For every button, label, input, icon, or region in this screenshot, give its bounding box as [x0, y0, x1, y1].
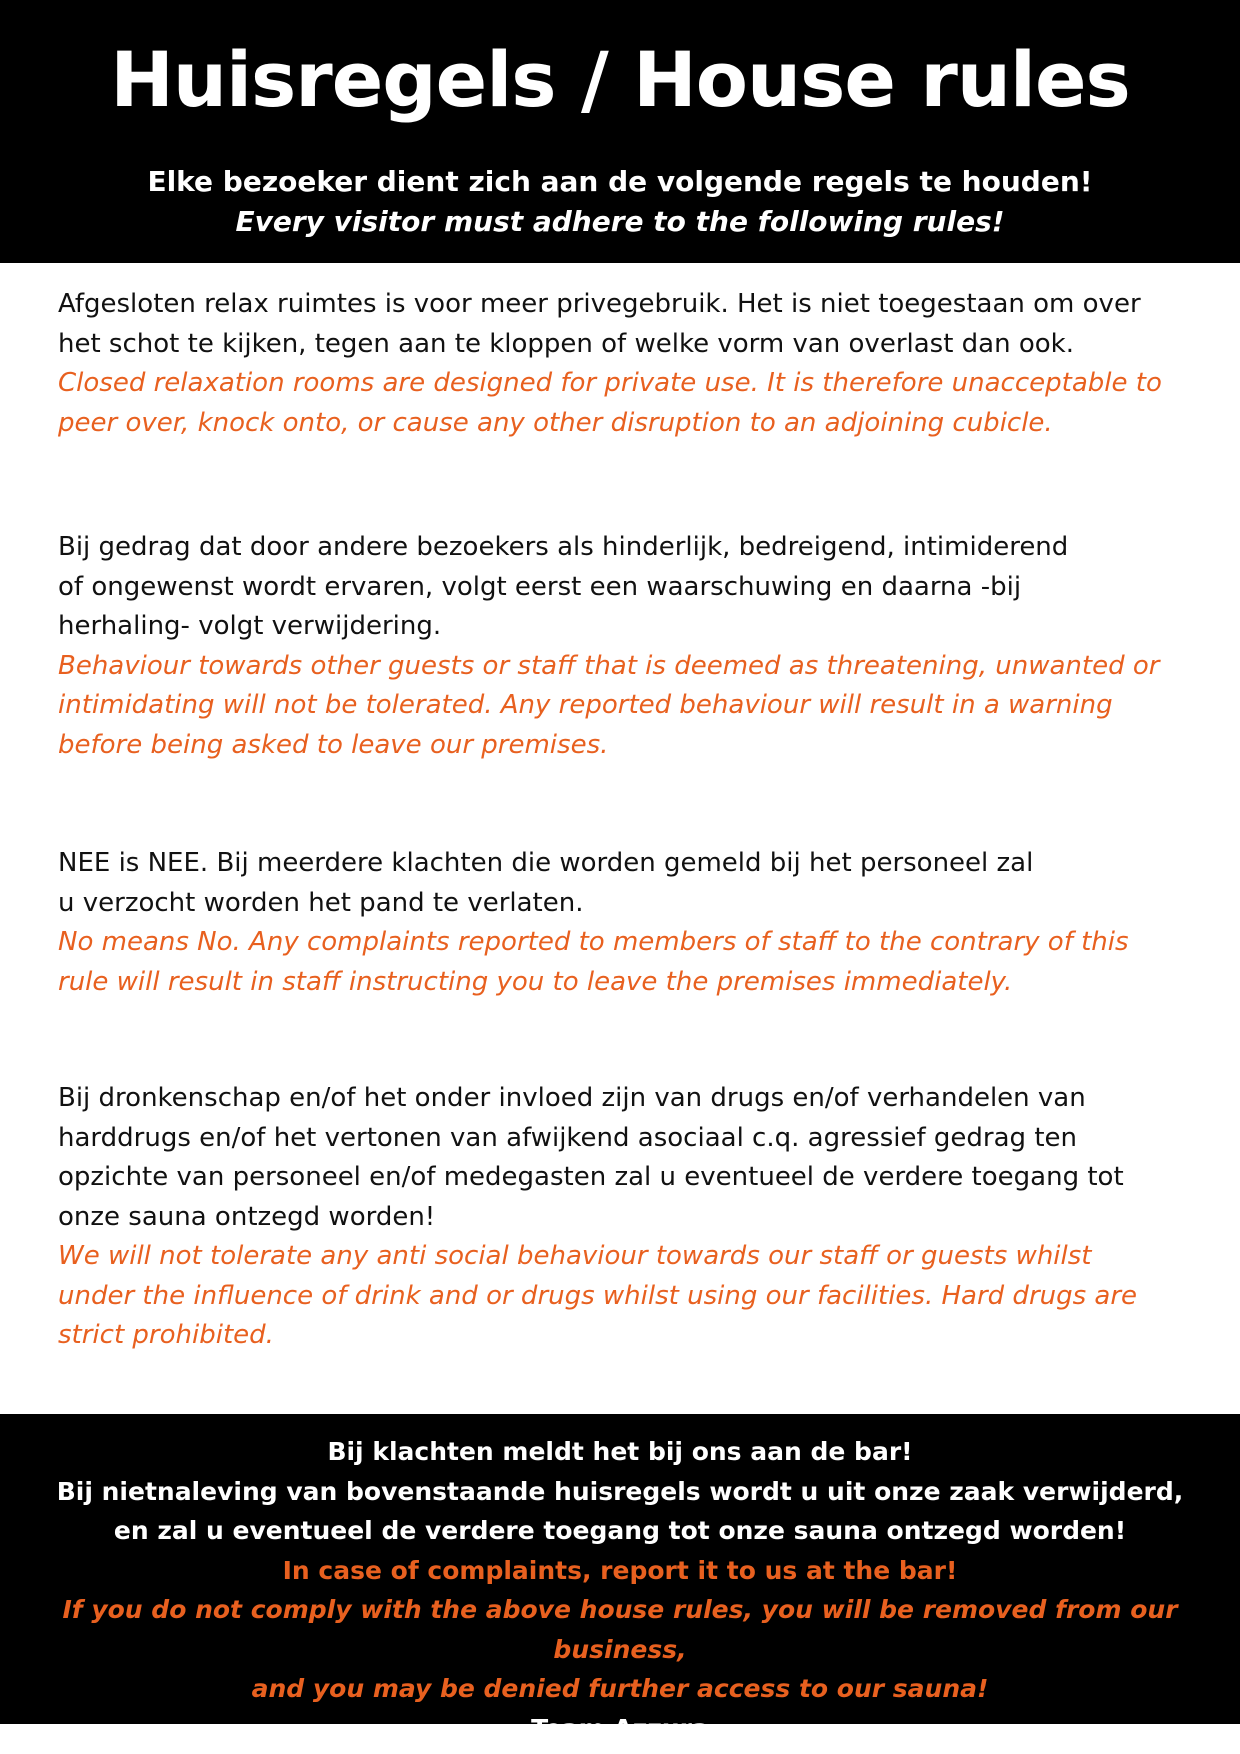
rule-1-english-line: Closed relaxation rooms are designed for private use. It is therefore unacceptable to: [58, 368, 1162, 398]
rule-3-english-line: No means No. Any complaints reported to members of staff to the contrary of this: [58, 927, 1129, 957]
rule-2-dutch-line: Bij gedrag dat door andere bezoekers als hinderlijk, bedreigend, intimiderend: [58, 532, 1069, 562]
subtitle-english: Every visitor must adhere to the following rules!: [235, 205, 1005, 238]
rule-1: [58, 285, 1162, 443]
footer-dutch-line: en zal u eventueel de verdere toegang tot onze sauna ontzegd worden!: [113, 1516, 1127, 1545]
rule-1-dutch-line: het schot te kijken, tegen aan te kloppen of welke vorm van overlast dan ook.: [58, 328, 1074, 359]
rule-2: [58, 528, 1159, 765]
rule-2-english-line: before being asked to leave our premises.: [58, 729, 609, 760]
footer-english-complaints: In case of complaints, report it to us at the bar!: [282, 1555, 958, 1585]
rule-4-english-line: under the influence of drink and or drugs whilst using our facilities. Hard drugs are: [58, 1280, 1138, 1311]
header-band: [0, 0, 1240, 263]
rule-4-english-line: We will not tolerate any anti social behaviour towards our staff or guests whilst: [58, 1241, 1092, 1271]
rule-4-dutch-line: opzichte van personeel en/of medegasten zal u eventueel de verdere toegang tot: [58, 1162, 1124, 1192]
rule-4-dutch-line: Bij dronkenschap en/of het onder invloed zijn van drugs en/of verhandelen van: [58, 1083, 1086, 1113]
rule-1-english-line: peer over, knock onto, or cause any other disruption to an adjoining cubicle.: [58, 407, 1053, 438]
rule-1-dutch-line: Afgesloten relax ruimtes is voor meer privegebruik. Het is niet toegestaan om over: [58, 289, 1141, 319]
rule-3-english-line: rule will result in staff instructing you to leave the premises immediately.: [58, 966, 1013, 997]
rule-3-dutch-line: NEE is NEE. Bij meerdere klachten die worden gemeld bij het personeel zal: [58, 848, 1034, 878]
rule-2-english-line: Behaviour towards other guests or staff that is deemed as threatening, unwanted or: [58, 650, 1160, 681]
footer-dutch-line: Bij klachten meldt het bij ons aan de bar!: [327, 1437, 913, 1466]
rule-3: [58, 844, 1129, 1002]
rule-3-dutch-line: u verzocht worden het pand te verlaten.: [58, 887, 584, 918]
rule-2-dutch-line: herhaling- volgt verwijdering.: [58, 611, 442, 641]
footer-dutch-line: Bij nietnaleving van bovenstaande huisregels wordt u uit onze zaak verwijderd,: [56, 1476, 1184, 1506]
page-title: Huisregels / House rules: [110, 35, 1130, 124]
rule-4: [58, 1079, 1137, 1356]
rule-2-english-line: intimidating will not be tolerated. Any reported behaviour will result in a warning: [58, 690, 1113, 720]
rule-4-english-line: strict prohibited.: [58, 1320, 274, 1350]
footer-signature: Team Azzura: [531, 1713, 709, 1743]
footer-english-line: and you may be denied further access to our sauna!: [251, 1674, 989, 1703]
subtitle-dutch: Elke bezoeker dient zich aan de volgende regels te houden!: [147, 165, 1093, 198]
footer-english-line: If you do not comply with the above house rules, you will be removed from our business,: [62, 1595, 1178, 1664]
rule-4-dutch-line: harddrugs en/of het vertonen van afwijkend asociaal c.q. agressief gedrag ten: [58, 1122, 1077, 1153]
rule-4-dutch-line: onze sauna ontzegd worden!: [58, 1201, 436, 1232]
footer-band: [0, 1414, 1240, 1743]
rule-2-dutch-line: of ongewenst wordt ervaren, volgt eerst een waarschuwing en daarna -bij: [58, 571, 1022, 602]
